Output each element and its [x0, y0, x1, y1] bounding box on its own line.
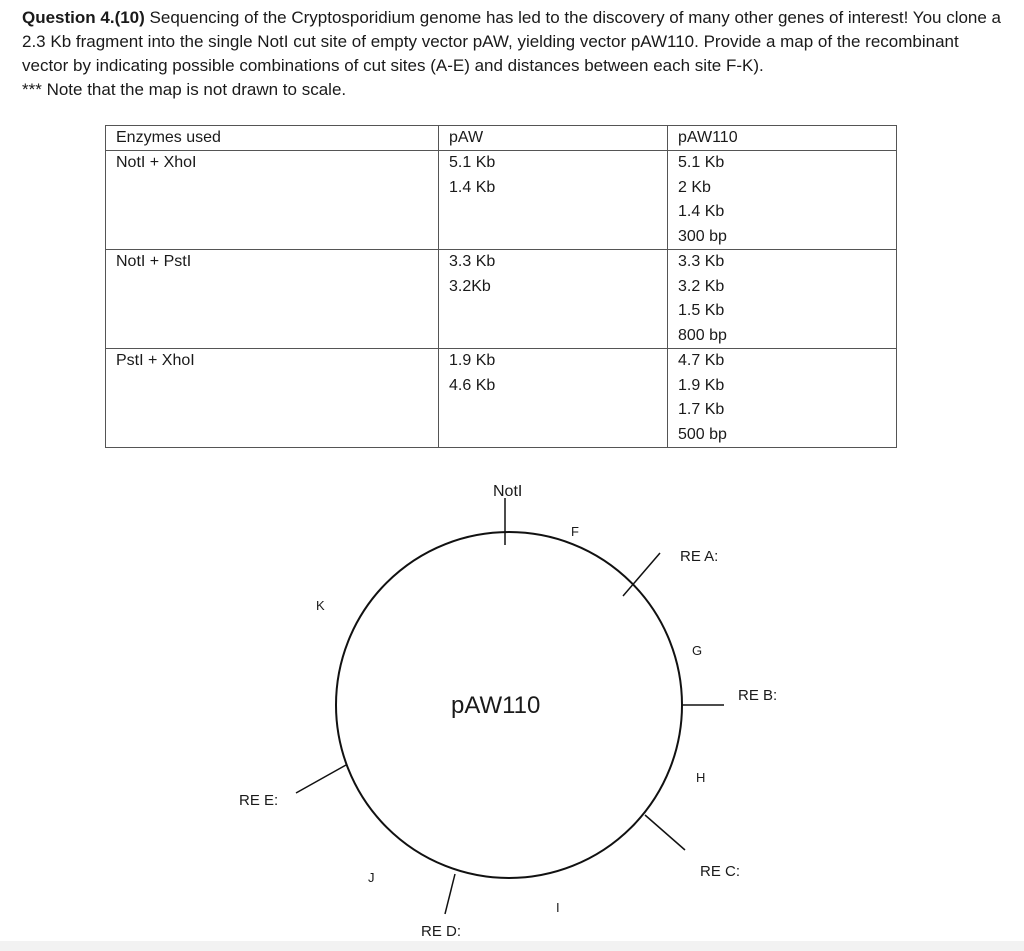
band-size: 1.9 Kb	[449, 352, 496, 369]
scale-note: *** Note that the map is not drawn to scale.	[22, 80, 347, 99]
re-d-site-tick	[445, 874, 455, 914]
distance-h-label: H	[696, 770, 706, 785]
band-size: 1.7 Kb	[678, 401, 725, 418]
band-size: 1.5 Kb	[678, 302, 725, 319]
header-enzymes: Enzymes used	[106, 126, 439, 151]
re-a-site-tick	[623, 553, 660, 596]
header-paw110: pAW110	[668, 126, 897, 151]
paw110-bands-cell	[668, 349, 897, 448]
question-text	[22, 6, 1007, 78]
header-paw: pAW	[439, 126, 668, 151]
band-size: 4.7 Kb	[678, 352, 725, 369]
distance-f-label: F	[571, 524, 579, 539]
question-heading: Question 4.(10)	[22, 8, 145, 27]
band-size: 1.4 Kb	[449, 178, 496, 196]
re-e-site-tick	[296, 765, 346, 793]
footer-bar	[0, 941, 1024, 951]
band-size: 5.1 Kb	[678, 154, 725, 171]
band-size: 500 bp	[678, 425, 727, 443]
band-size: 1.9 Kb	[678, 376, 725, 394]
re-d-label: RE D:	[421, 923, 462, 940]
distance-k-label: K	[316, 598, 325, 613]
band-size: 3.3 Kb	[449, 253, 496, 270]
re-a-label: RE A:	[680, 548, 719, 565]
re-b-label: RE B:	[738, 687, 778, 704]
paw110-bands-cell	[668, 250, 897, 349]
enzymes-cell: PstI + XhoI	[106, 349, 439, 448]
distance-j-label: J	[368, 870, 375, 885]
re-c-label: RE C:	[700, 863, 741, 880]
noti-label: NotI	[493, 483, 523, 500]
paw-bands-cell	[439, 151, 668, 250]
band-size: 300 bp	[678, 227, 727, 245]
re-c-site-tick	[645, 815, 685, 850]
paw110-bands-cell	[668, 151, 897, 250]
paw-bands-cell	[439, 349, 668, 448]
plasmid-name: pAW110	[451, 692, 541, 719]
enzymes-cell: NotI + XhoI	[106, 151, 439, 250]
band-size: 800 bp	[678, 326, 727, 344]
band-size: 3.2Kb	[449, 277, 491, 295]
band-size: 3.3 Kb	[678, 253, 725, 270]
band-size: 4.6 Kb	[449, 376, 496, 394]
distance-i-label: I	[556, 900, 560, 915]
distance-g-label: G	[692, 643, 703, 658]
band-size: 2 Kb	[678, 178, 711, 196]
plasmid-map	[0, 460, 1024, 940]
band-size: 3.2 Kb	[678, 277, 725, 295]
table-header-row	[106, 126, 897, 151]
question-body: Sequencing of the Cryptosporidium genome has led to the discovery of many other genes of interest! You clone a 2.3 Kb fragment into the single NotI cut site of empty vector pAW, yielding vector pAW110. Provide a map of the recombinant vector by indicating possible combinations of cut sites (A-E) and distances between each site F-K).	[22, 8, 1002, 75]
table-row	[106, 151, 897, 250]
re-e-label: RE E:	[239, 792, 279, 809]
paw-bands-cell	[439, 250, 668, 349]
band-size: 1.4 Kb	[678, 203, 725, 220]
table-row	[106, 250, 897, 349]
table-row	[106, 349, 897, 448]
band-size: 5.1 Kb	[449, 154, 496, 171]
digest-table	[105, 125, 897, 448]
enzymes-cell: NotI + PstI	[106, 250, 439, 349]
